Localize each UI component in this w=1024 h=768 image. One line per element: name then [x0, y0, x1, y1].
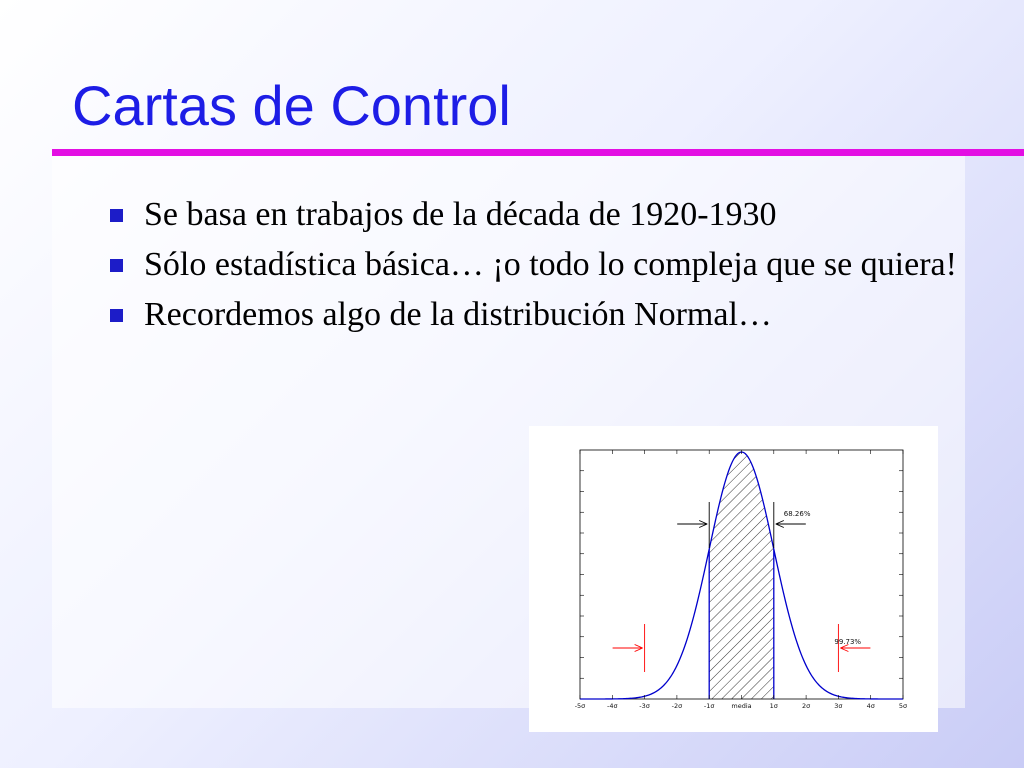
x-tick-label: 3σ	[834, 702, 843, 710]
x-tick-label: -3σ	[639, 702, 650, 710]
range-percentage-label: 68.26%	[783, 510, 811, 518]
bullet-text: Recordemos algo de la distribución Normal…	[144, 296, 772, 333]
bullet-item	[108, 194, 968, 236]
square-bullet-icon	[110, 309, 123, 322]
title-underline	[52, 149, 1024, 156]
x-tick-label: 5σ	[898, 702, 908, 710]
slide-title: Cartas de Control	[72, 74, 511, 137]
bullet-text: Sólo estadística básica… ¡o todo lo compleja que se quiera!	[144, 246, 957, 283]
x-tick-label: 1σ	[769, 702, 778, 710]
x-tick-label: -1σ	[703, 702, 715, 710]
square-bullet-icon	[110, 259, 123, 272]
bullet-list	[108, 194, 968, 344]
shaded-area-1-sigma	[709, 452, 774, 699]
square-bullet-icon	[110, 209, 123, 222]
bullet-item	[108, 294, 968, 336]
normal-distribution-plot	[529, 426, 938, 732]
x-tick-label: 2σ	[801, 702, 811, 710]
normal-distribution-figure	[529, 426, 938, 732]
bullet-item	[108, 244, 968, 286]
range-percentage-label: 99.73%	[834, 638, 862, 646]
x-tick-label: media	[731, 702, 752, 710]
x-tick-label: -2σ	[671, 702, 683, 710]
bullet-text: Se basa en trabajos de la década de 1920-1930	[144, 196, 777, 233]
x-tick-label: 4σ	[866, 702, 875, 710]
x-tick-label: -5σ	[574, 702, 586, 710]
x-tick-label: -4σ	[606, 702, 618, 710]
